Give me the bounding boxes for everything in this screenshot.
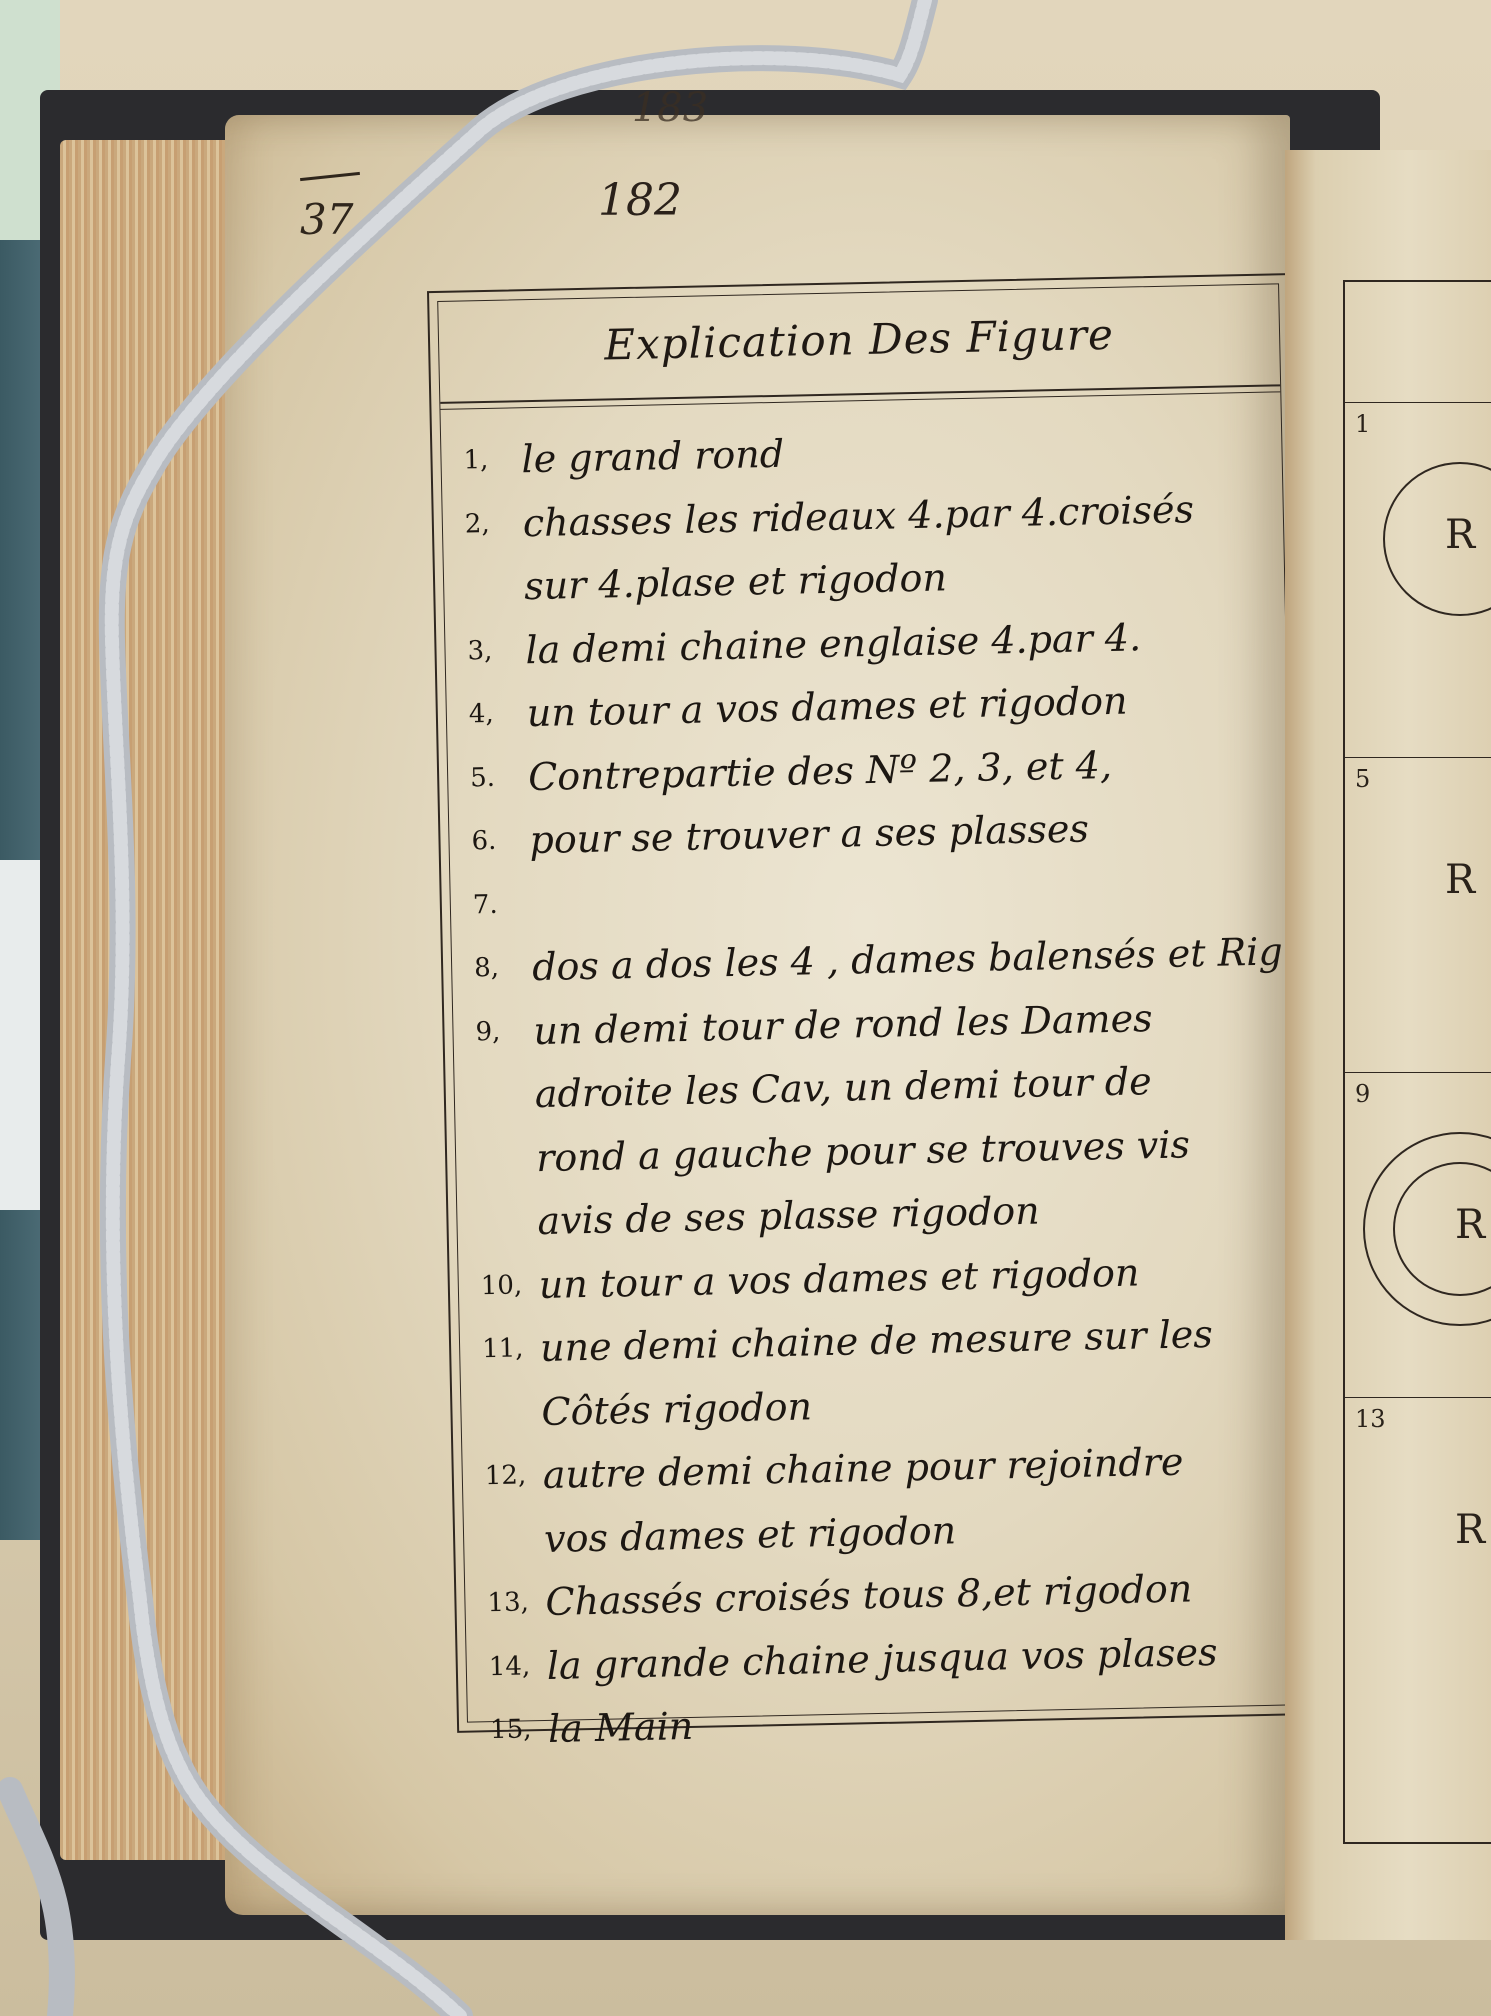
page-number: 182 bbox=[598, 175, 682, 226]
item-number: 13, bbox=[487, 1587, 530, 1619]
item-text: la Main bbox=[547, 1703, 694, 1751]
item-text: un tour a vos dames et rigodon bbox=[526, 678, 1128, 736]
item-number: 10, bbox=[480, 1269, 523, 1301]
item-number: 4, bbox=[468, 698, 494, 730]
item-number: 11, bbox=[481, 1333, 524, 1365]
figure-label: 1 bbox=[1355, 410, 1371, 438]
item-text: sur 4.plase et rigodon bbox=[523, 555, 948, 609]
item-number: 8, bbox=[473, 952, 500, 984]
item-number: 1, bbox=[463, 444, 489, 476]
item-number: 5. bbox=[469, 762, 496, 793]
item-text: vos dames et rigodon bbox=[543, 1507, 957, 1561]
item-text: la demi chaine englaise 4.par 4. bbox=[525, 614, 1142, 672]
item-number: 6. bbox=[471, 825, 497, 857]
figure-letter: R bbox=[1445, 512, 1476, 558]
item-text: un demi tour de rond les Dames bbox=[533, 995, 1153, 1053]
item-text: adroite les Cav, un demi tour de bbox=[534, 1059, 1153, 1117]
item-number: 2, bbox=[464, 508, 490, 539]
crossed-folio-number: 183 bbox=[631, 85, 709, 131]
left-folio-number: 37 bbox=[300, 195, 354, 244]
figure-label: 9 bbox=[1355, 1080, 1371, 1108]
figure-letter: R bbox=[1455, 1202, 1486, 1248]
item-text: Côtés rigodon bbox=[541, 1383, 813, 1434]
item-text: la grande chaine jusqua vos plases bbox=[546, 1629, 1218, 1688]
item-number: 15, bbox=[489, 1714, 532, 1746]
item-text: un tour a vos dames et rigodon bbox=[538, 1249, 1140, 1307]
figure-label: 13 bbox=[1355, 1405, 1386, 1433]
item-text: rond a gauche pour se trouves vis bbox=[535, 1121, 1191, 1180]
item-text: Chassés croisés tous 8,et rigodon bbox=[545, 1566, 1193, 1624]
item-text: Contrepartie des Nº 2, 3, et 4, bbox=[527, 742, 1113, 799]
item-text: chasses les rideaux 4.par 4.croisés bbox=[522, 486, 1195, 545]
item-text: le grand rond bbox=[521, 431, 785, 482]
item-text: une demi chaine de mesure sur les bbox=[539, 1311, 1214, 1371]
item-text: pour se trouver a ses plasses bbox=[529, 806, 1090, 863]
item-number: 14, bbox=[488, 1650, 531, 1682]
item-text: autre demi chaine pour rejoindre bbox=[542, 1439, 1184, 1498]
item-number: 9, bbox=[475, 1016, 501, 1047]
item-number: 7. bbox=[472, 889, 498, 920]
page-title: Explication Des Figure bbox=[603, 309, 1115, 370]
figure-label: 5 bbox=[1355, 765, 1371, 793]
item-number: 12, bbox=[484, 1460, 527, 1492]
item-number: 3, bbox=[467, 635, 493, 666]
figure-letter: R bbox=[1445, 857, 1476, 903]
item-text: avis de ses plasse rigodon bbox=[537, 1188, 1041, 1244]
figure-letter: R bbox=[1455, 1507, 1486, 1553]
item-text: dos a dos les 4 , dames balensés et Rig bbox=[531, 929, 1284, 990]
